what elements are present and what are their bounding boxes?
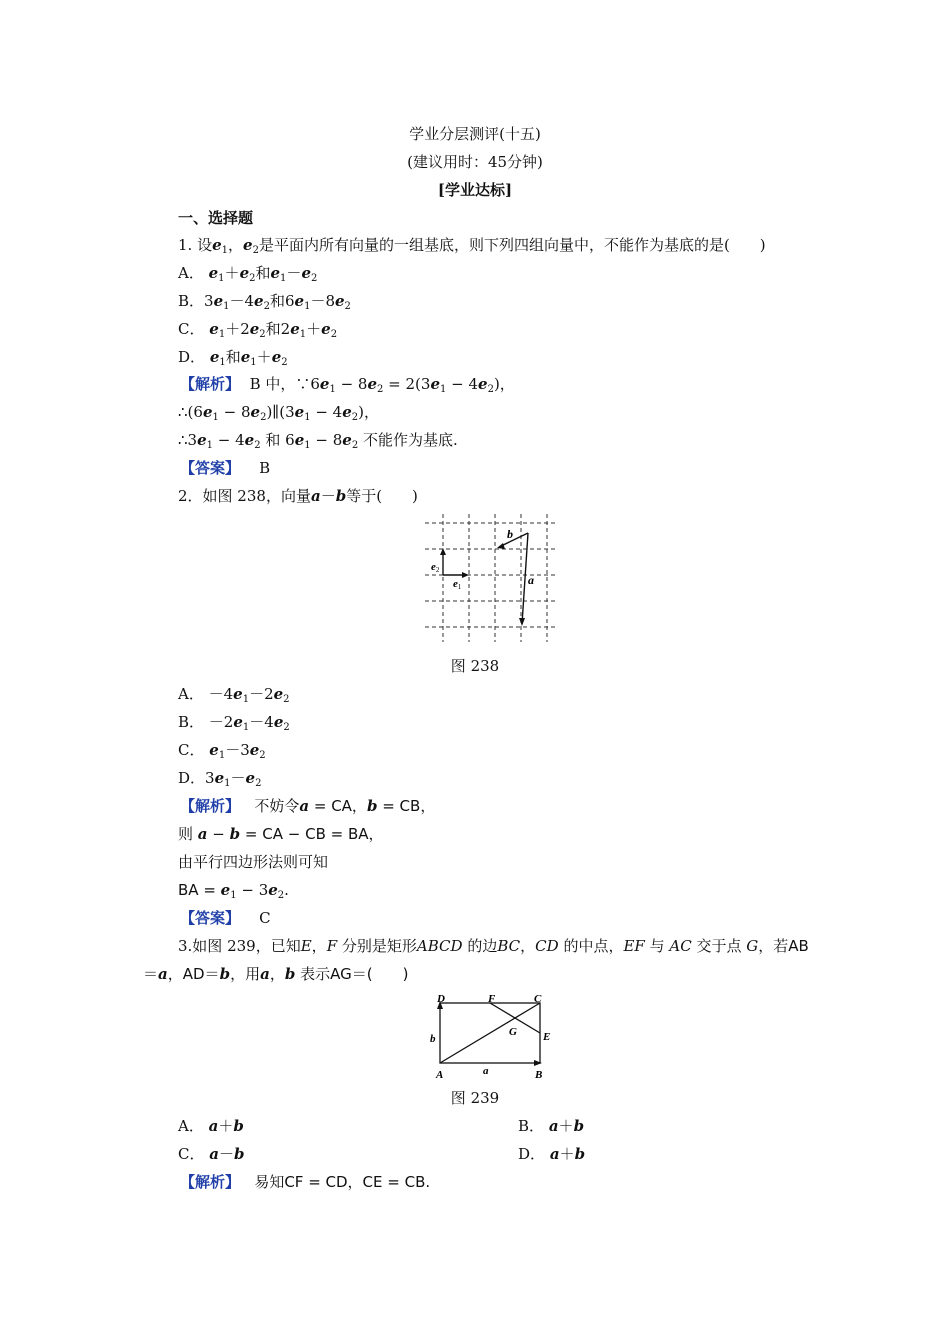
answer-value: B — [259, 459, 271, 477]
question-2-option-d: D．$3e_1-e_2$ — [178, 769, 262, 789]
question-1-analysis-line-2: $\therefore(6e_1$ − $8e_2)\parallel(3e_1 - 4e_2)$， — [178, 403, 379, 423]
label-a: a — [528, 573, 534, 587]
arrowhead-b — [497, 543, 505, 549]
question-2-answer — [180, 908, 271, 928]
answer-label: 【答案】 — [180, 909, 241, 927]
answer-label: 【答案】 — [180, 459, 241, 477]
question-2-analysis-line-2: 则 a − b = CA − CB = BA， — [178, 825, 384, 843]
question-1-answer — [180, 458, 270, 478]
figure-239-caption: 图 239 — [450, 1089, 500, 1107]
diagonal-ac — [440, 1003, 540, 1063]
question-2-option-b: B． $-2e_1-4e_2$ — [178, 713, 290, 733]
grid-lines — [425, 514, 556, 642]
question-1-option-c: C． $e_1+2e_2$和$2e_1+e_2$ — [178, 320, 338, 340]
label-b-vertex: B — [535, 1069, 543, 1081]
label-d: D — [437, 993, 445, 1005]
label-e2: e2 — [431, 561, 440, 574]
question-2-option-c: C． $e_1-3e_2$ — [178, 741, 266, 761]
question-2-analysis-line-4: BA = $e_1 - 3e_2$. — [178, 881, 289, 901]
question-3-option-c: C． a－b — [178, 1145, 245, 1163]
arrowhead-ab — [534, 1060, 542, 1066]
arrowhead-e1 — [462, 572, 469, 578]
question-2-option-a: A． $-4e_1-2e_2$ — [178, 685, 290, 705]
question-1-analysis-line-3: $\therefore 3e_1 - 4e_2$ 和 $6e_1 - 8e_2$ 不能作为基底. — [178, 431, 458, 451]
label-vector-a: a — [483, 1065, 489, 1077]
figure-238-grid — [420, 512, 560, 646]
time-note: (建议用时：45分钟) — [407, 153, 543, 171]
question-3-option-d: D． a＋b — [518, 1145, 586, 1163]
label-c: C — [534, 993, 542, 1005]
label-g: G — [509, 1026, 517, 1038]
analysis-label: 【解析】 — [180, 1173, 241, 1191]
question-2-prompt: 2．如图 238，向量a－b等于( ) — [178, 487, 418, 505]
question-3-prompt: 3.如图 239，已知E，F 分别是矩形ABCD 的边BC，CD 的中点，EF 与 AC 交于点 G，若AB — [178, 937, 809, 955]
label-e: E — [543, 1031, 551, 1043]
question-3-option-a: A． a＋b — [178, 1117, 244, 1135]
analysis-label: 【解析】 — [180, 375, 241, 393]
question-2-analysis: 【解析】 不妨令a = CA，b = CB， — [180, 797, 436, 815]
question-1-option-d: D． $e_1$和$e_1+e_2$ — [178, 348, 288, 368]
question-1-option-a: A． $e_1+e_2$和$e_1-e_2$ — [178, 264, 318, 284]
question-1-prompt: 1. 设$e_1$，$e_2$是平面内所有向量的一组基底，则下列四组向量中，不能作为基底的是( ) — [178, 236, 766, 256]
question-1-option-b: B．$3e_1-4e_2$和$6e_1-8e_2$ — [178, 292, 351, 312]
question-3-prompt-line-2: ＝a，AD＝b，用a，b 表示AG＝( ) — [143, 965, 409, 983]
question-2-analysis-line-3: 由平行四边形法则可知 — [178, 853, 329, 871]
part-heading: 一、选择题 — [178, 209, 254, 227]
question-1-analysis: 【解析】 B 中，$\because 6e_1 - 8e_2 = 2(3e_1 - 4e_2)$， — [180, 375, 515, 395]
figure-238-caption: 图 238 — [450, 657, 500, 675]
label-a-vertex: A — [436, 1069, 444, 1081]
label-b: b — [507, 527, 513, 541]
analysis-label: 【解析】 — [180, 797, 241, 815]
label-e1: e1 — [453, 578, 462, 591]
section-heading: [学业达标] — [437, 181, 513, 199]
page-title: 学业分层测评(十五) — [409, 125, 541, 143]
question-3-option-b: B． a＋b — [518, 1117, 585, 1135]
label-vector-b: b — [430, 1033, 436, 1045]
question-3-analysis: 【解析】 易知CF = CD，CE = CB. — [180, 1173, 431, 1191]
answer-value: C — [259, 909, 271, 927]
figure-239-rectangle — [425, 990, 555, 1082]
label-f: F — [488, 993, 496, 1005]
arrowhead-a — [519, 618, 525, 626]
